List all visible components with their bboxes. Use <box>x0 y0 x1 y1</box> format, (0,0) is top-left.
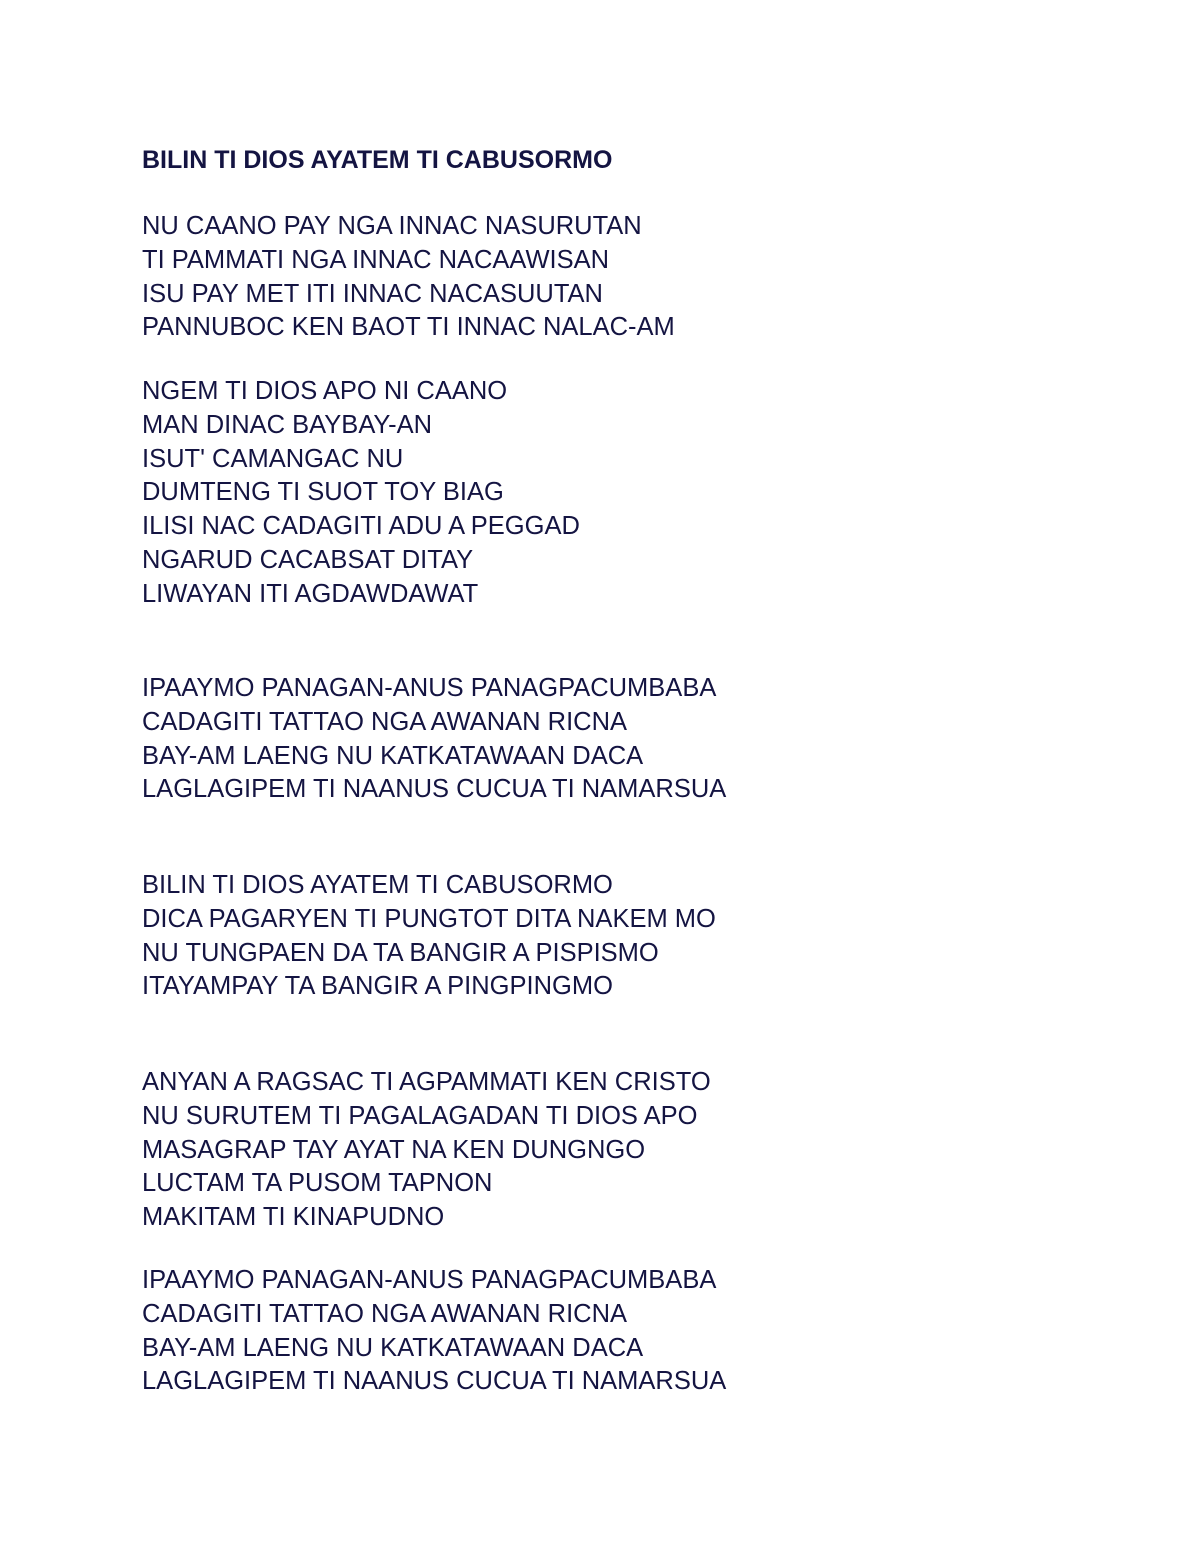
lyric-line: PANNUBOC KEN BAOT TI INNAC NALAC-AM <box>142 313 675 342</box>
lyric-line: IPAAYMO PANAGAN-ANUS PANAGPACUMBABA <box>142 674 717 702</box>
lyric-line: NU CAANO PAY NGA INNAC NASURUTAN <box>142 212 642 240</box>
lyric-line: NGEM TI DIOS APO NI CAANO <box>142 377 508 405</box>
stanza-1 <box>142 210 675 345</box>
lyric-line: BAY-AM LAENG NU KATKATAWAAN DACA <box>142 1333 644 1362</box>
lyric-line: LIWAYAN ITI AGDAWDAWAT <box>142 579 479 608</box>
lyric-line: TI PAMMATI NGA INNAC NACAAWISAN <box>142 245 610 274</box>
lyric-line: DICA PAGARYEN TI PUNGTOT DITA NAKEM MO <box>142 904 716 933</box>
lyric-line: NU SURUTEM TI PAGALAGADAN TI DIOS APO <box>142 1101 698 1130</box>
lyric-line: MAKITAM TI KINAPUDNO <box>142 1203 445 1232</box>
lyric-line: NGARUD CACABSAT DITAY <box>142 545 474 574</box>
stanza-5 <box>142 1066 711 1235</box>
lyric-line: LAGLAGIPEM TI NAANUS CUCUA TI NAMARSUA <box>142 1367 727 1396</box>
lyric-line: ILISI NAC CADAGITI ADU A PEGGAD <box>142 512 580 541</box>
lyric-line: BAY-AM LAENG NU KATKATAWAAN DACA <box>142 741 644 770</box>
stanza-2 <box>142 375 580 612</box>
lyric-line: MAN DINAC BAYBAY-AN <box>142 410 433 439</box>
lyric-line: ITAYAMPAY TA BANGIR A PINGPINGMO <box>142 972 613 1001</box>
lyric-line: ISU PAY MET ITI INNAC NACASUUTAN <box>142 279 603 308</box>
lyric-line: NU TUNGPAEN DA TA BANGIR A PISPISMO <box>142 938 659 967</box>
lyric-line: CADAGITI TATTAO NGA AWANAN RICNA <box>142 1299 628 1328</box>
lyric-line: DUMTENG TI SUOT TOY BIAG <box>142 478 504 507</box>
stanza-6 <box>142 1264 726 1399</box>
lyric-line: CADAGITI TATTAO NGA AWANAN RICNA <box>142 707 628 736</box>
stanza-3 <box>142 672 726 807</box>
stanza-4 <box>142 869 716 1004</box>
lyric-line: ISUT' CAMANGAC NU <box>142 444 404 473</box>
lyric-line: IPAAYMO PANAGAN-ANUS PANAGPACUMBABA <box>142 1266 717 1294</box>
song-title: BILIN TI DIOS AYATEM TI CABUSORMO <box>142 146 613 174</box>
lyric-line: BILIN TI DIOS AYATEM TI CABUSORMO <box>142 871 613 899</box>
lyric-line: ANYAN A RAGSAC TI AGPAMMATI KEN CRISTO <box>142 1068 711 1096</box>
lyric-line: LUCTAM TA PUSOM TAPNON <box>142 1169 493 1198</box>
lyric-line: MASAGRAP TAY AYAT NA KEN DUNGNGO <box>142 1135 646 1164</box>
lyric-line: LAGLAGIPEM TI NAANUS CUCUA TI NAMARSUA <box>142 775 727 804</box>
